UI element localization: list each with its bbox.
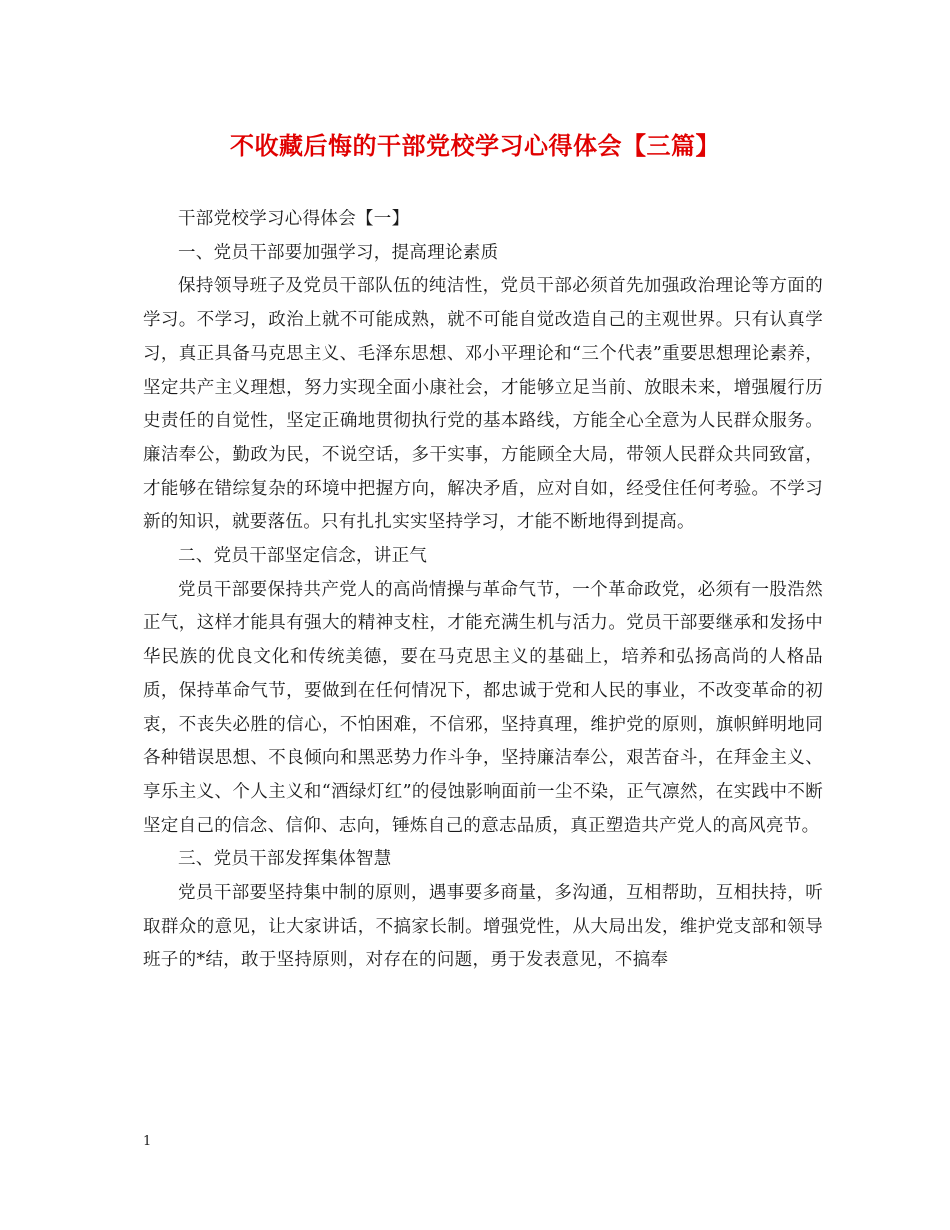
subsection-heading: 一、党员干部要加强学习，提高理论素质 [178,242,499,263]
body-paragraph: 党员干部要保持共产党人的高尚情操与革命气节，一个革命政党，必须有一股浩然正气，这样才能具有强大的精神支柱，才能充满生机与活力。党员干部要继承和发扬中华民族的优良文化和传统美德，要在马克思主义的基础上，培养和弘扬高尚的人格品质，保持革命气节，要做到在任何情况下，都忠诚于党和人民的事业，不改变革命的初衷，不丧失必胜的信心，不怕困难，不信邪，坚持真理，维护党的原则，旗帜鲜明地同各种错误思想、不良倾向和黑恶势力作斗争，坚持廉洁奉公，艰苦奋斗，在拜金主义、享乐主义、个人主义和“酒绿灯红”的侵蚀影响面前一尘不染，正气凛然，在实践中不断坚定自己的信念、信仰、志向，锤炼自己的意志品质，真正塑造共产党人的高风亮节。 [143,579,823,836]
subsection-heading: 二、党员干部坚定信念，讲正气 [178,546,428,567]
document-title: 不收藏后悔的干部党校学习心得体会【三篇】 [230,131,720,160]
body-paragraph: 保持领导班子及党员干部队伍的纯洁性，党员干部必须首先加强政治理论等方面的学习。不学习，政治上就不可能成熟，就不可能自觉改造自己的主观世界。只有认真学习，真正具备马克思主义、毛泽东思想、邓小平理论和“三个代表”重要思想理论素养，坚定共产主义理想，努力实现全面小康社会，才能够立足当前、放眼未来，增强履行历史责任的自觉性，坚定正确地贯彻执行党的基本路线，方能全心全意为人民群众服务。廉洁奉公，勤政为民，不说空话，多干实事，方能顾全大局，带领人民群众共同致富，才能够在错综复杂的环境中把握方向，解决矛盾，应对自如，经受住任何考验。不学习新的知识，就要落伍。只有扎扎实实坚持学习，才能不断地得到提高。 [143,276,823,533]
document-body [143,203,823,978]
body-paragraph: 党员干部要坚持集中制的原则，遇事要多商量，多沟通，互相帮助，互相扶持，听取群众的意见，让大家讲话，不搞家长制。增强党性，从大局出发，维护党支部和领导班子的*结，敢于坚持原则，对存在的问题，勇于发表意见，不搞奉 [143,883,823,971]
section-heading: 干部党校学习心得体会【一】 [178,209,410,229]
page-number: 1 [143,1134,152,1149]
subsection-heading: 三、党员干部发挥集体智慧 [178,849,392,870]
